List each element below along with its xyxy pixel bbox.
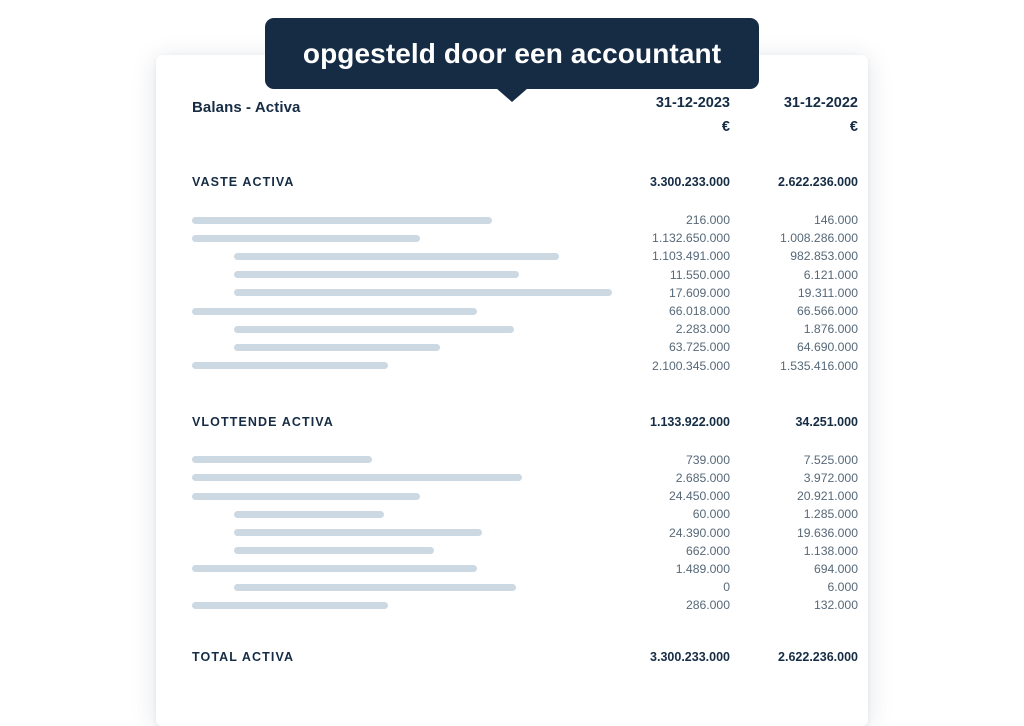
row-value-2023: 1.103.491.000 — [652, 249, 730, 264]
row-label-cell — [192, 602, 612, 609]
section-header-row — [192, 414, 858, 429]
section-title-cell — [192, 175, 612, 189]
redacted-label-bar — [192, 217, 492, 224]
row-value-2022-cell — [740, 580, 858, 594]
table-row — [192, 578, 858, 596]
total-value-2022: 2.622.236.000 — [778, 650, 858, 665]
row-label-cell — [192, 584, 612, 591]
row-value-2023-cell — [612, 526, 730, 540]
column-header-2022 — [740, 95, 858, 135]
section-title: VASTE ACTIVA — [192, 175, 295, 189]
table-row — [192, 211, 858, 229]
row-label-cell — [192, 217, 612, 224]
row-value-2022: 64.690.000 — [797, 340, 858, 355]
section-header-row — [192, 175, 858, 189]
row-label-cell — [192, 235, 612, 242]
section-total-2023: 3.300.233.000 — [650, 175, 730, 189]
row-value-2022-cell — [740, 526, 858, 540]
table-row — [192, 302, 858, 320]
row-value-2023: 63.725.000 — [669, 340, 730, 355]
row-value-2023: 739.000 — [685, 452, 730, 467]
row-value-2023-cell — [612, 213, 730, 227]
row-value-2022-cell — [740, 340, 858, 354]
redacted-label-bar — [234, 271, 519, 278]
table-row — [192, 487, 858, 505]
row-label-cell — [192, 253, 612, 260]
row-value-2022: 19.636.000 — [797, 525, 858, 540]
row-value-2023-cell — [612, 249, 730, 263]
total-value-2023: 3.300.233.000 — [650, 650, 730, 665]
row-value-2022: 3.972.000 — [803, 470, 858, 485]
row-value-2022: 982.853.000 — [790, 249, 858, 264]
row-value-2023: 24.390.000 — [669, 525, 730, 540]
row-value-2023-cell — [612, 268, 730, 282]
row-value-2023-cell — [612, 340, 730, 354]
section-total-2023: 1.133.922.000 — [650, 414, 730, 429]
balance-sheet-card — [156, 55, 868, 726]
table-row — [192, 560, 858, 578]
page-title: Balans - Activa — [192, 99, 301, 116]
row-value-2022-cell — [740, 359, 858, 373]
section-total-2023-cell — [612, 175, 730, 189]
section-total-2023-cell — [612, 415, 730, 429]
total-value-2022-cell — [740, 650, 858, 664]
row-label-cell — [192, 362, 612, 369]
row-label-cell — [192, 474, 612, 481]
row-value-2022-cell — [740, 471, 858, 485]
section-total-2022: 34.251.000 — [795, 414, 858, 429]
redacted-label-bar — [192, 474, 522, 481]
section-title-cell — [192, 415, 612, 429]
table-row — [192, 266, 858, 284]
table-row — [192, 229, 858, 247]
row-value-2023: 216.000 — [685, 213, 730, 228]
row-value-2022: 6.121.000 — [803, 267, 858, 282]
row-value-2023: 11.550.000 — [669, 267, 730, 282]
row-label-cell — [192, 529, 612, 536]
redacted-label-bar — [234, 289, 612, 296]
row-value-2022-cell — [740, 322, 858, 336]
redacted-label-bar — [192, 565, 477, 572]
row-label-cell — [192, 344, 612, 351]
row-value-2023: 662.000 — [685, 543, 730, 558]
row-value-2023-cell — [612, 507, 730, 521]
redacted-label-bar — [192, 602, 388, 609]
row-value-2023: 2.283.000 — [675, 322, 730, 337]
table-row — [192, 523, 858, 541]
column-date-2023: 31-12-2023 — [655, 95, 730, 111]
redacted-label-bar — [192, 308, 477, 315]
row-value-2023: 0 — [723, 580, 730, 595]
total-row — [192, 650, 858, 665]
row-value-2023-cell — [612, 544, 730, 558]
row-value-2022-cell — [740, 544, 858, 558]
row-value-2023: 2.100.345.000 — [652, 358, 730, 373]
row-value-2023: 2.685.000 — [675, 470, 730, 485]
row-value-2022: 1.876.000 — [803, 322, 858, 337]
row-value-2023: 66.018.000 — [669, 304, 730, 319]
table-row — [192, 320, 858, 338]
total-label-cell — [192, 650, 612, 664]
callout-tooltip-arrow — [496, 88, 528, 102]
row-value-2022: 66.566.000 — [797, 304, 858, 319]
row-value-2023-cell — [612, 471, 730, 485]
redacted-label-bar — [234, 326, 514, 333]
row-value-2022-cell — [740, 562, 858, 576]
row-value-2023-cell — [612, 359, 730, 373]
row-value-2023: 24.450.000 — [669, 489, 730, 504]
row-value-2023-cell — [612, 322, 730, 336]
row-value-2022-cell — [740, 268, 858, 282]
table-row — [192, 247, 858, 265]
row-value-2022-cell — [740, 489, 858, 503]
row-value-2022-cell — [740, 286, 858, 300]
row-label-cell — [192, 456, 612, 463]
table-row — [192, 284, 858, 302]
row-value-2023: 1.132.650.000 — [652, 231, 730, 246]
redacted-label-bar — [192, 235, 420, 242]
row-value-2022: 132.000 — [813, 598, 858, 613]
table-row — [192, 505, 858, 523]
row-value-2023-cell — [612, 453, 730, 467]
page-title-cell — [192, 95, 612, 116]
redacted-label-bar — [192, 362, 388, 369]
row-label-cell — [192, 565, 612, 572]
row-label-cell — [192, 511, 612, 518]
row-value-2023-cell — [612, 580, 730, 594]
redacted-label-bar — [234, 253, 559, 260]
column-header-2023 — [612, 95, 730, 135]
row-value-2022-cell — [740, 213, 858, 227]
row-label-cell — [192, 289, 612, 296]
table-row — [192, 357, 858, 375]
section-spacer — [192, 199, 832, 211]
table-row — [192, 542, 858, 560]
row-value-2022-cell — [740, 304, 858, 318]
row-label-cell — [192, 326, 612, 333]
row-value-2022: 1.008.286.000 — [780, 231, 858, 246]
row-value-2022-cell — [740, 507, 858, 521]
row-value-2022-cell — [740, 598, 858, 612]
row-value-2022: 694.000 — [813, 561, 858, 576]
row-value-2023: 286.000 — [685, 598, 730, 613]
row-label-cell — [192, 271, 612, 278]
redacted-label-bar — [192, 456, 372, 463]
redacted-label-bar — [234, 511, 384, 518]
row-value-2023-cell — [612, 562, 730, 576]
row-value-2022: 1.535.416.000 — [780, 358, 858, 373]
row-value-2023: 1.489.000 — [675, 561, 730, 576]
row-value-2022-cell — [740, 249, 858, 263]
table-row — [192, 596, 858, 614]
table-row — [192, 451, 858, 469]
row-value-2022: 7.525.000 — [803, 452, 858, 467]
redacted-label-bar — [234, 529, 482, 536]
redacted-label-bar — [234, 584, 516, 591]
row-value-2022-cell — [740, 231, 858, 245]
row-value-2022: 1.138.000 — [803, 543, 858, 558]
table-row — [192, 469, 858, 487]
row-value-2022: 146.000 — [813, 213, 858, 228]
column-currency-2023: € — [721, 119, 730, 135]
row-label-cell — [192, 493, 612, 500]
redacted-label-bar — [192, 493, 420, 500]
callout-tooltip — [265, 18, 759, 89]
row-value-2023-cell — [612, 304, 730, 318]
row-value-2023-cell — [612, 286, 730, 300]
row-value-2023: 17.609.000 — [669, 285, 730, 300]
redacted-label-bar — [234, 547, 434, 554]
row-value-2023-cell — [612, 598, 730, 612]
row-value-2022-cell — [740, 453, 858, 467]
column-date-2022: 31-12-2022 — [783, 95, 858, 111]
section-title: VLOTTENDE ACTIVA — [192, 414, 334, 429]
balance-sheet-table — [192, 95, 858, 726]
section-total-2022-cell — [740, 415, 858, 429]
total-label: TOTAL ACTIVA — [192, 650, 295, 665]
callout-tooltip-label: opgesteld door een accountant — [302, 37, 722, 69]
row-value-2023: 60.000 — [692, 507, 730, 522]
row-value-2022: 19.311.000 — [797, 285, 858, 300]
row-value-2022: 20.921.000 — [797, 489, 858, 504]
table-row — [192, 338, 858, 356]
column-currency-2022: € — [849, 119, 858, 135]
section-spacer — [192, 439, 832, 451]
row-label-cell — [192, 547, 612, 554]
sections-container — [192, 175, 858, 614]
row-value-2023-cell — [612, 489, 730, 503]
section-total-2022-cell — [740, 175, 858, 189]
total-value-2023-cell — [612, 650, 730, 664]
row-value-2022: 6.000 — [827, 580, 858, 595]
row-value-2023-cell — [612, 231, 730, 245]
row-label-cell — [192, 308, 612, 315]
section-total-2022: 2.622.236.000 — [778, 175, 858, 189]
redacted-label-bar — [234, 344, 440, 351]
row-value-2022: 1.285.000 — [803, 507, 858, 522]
